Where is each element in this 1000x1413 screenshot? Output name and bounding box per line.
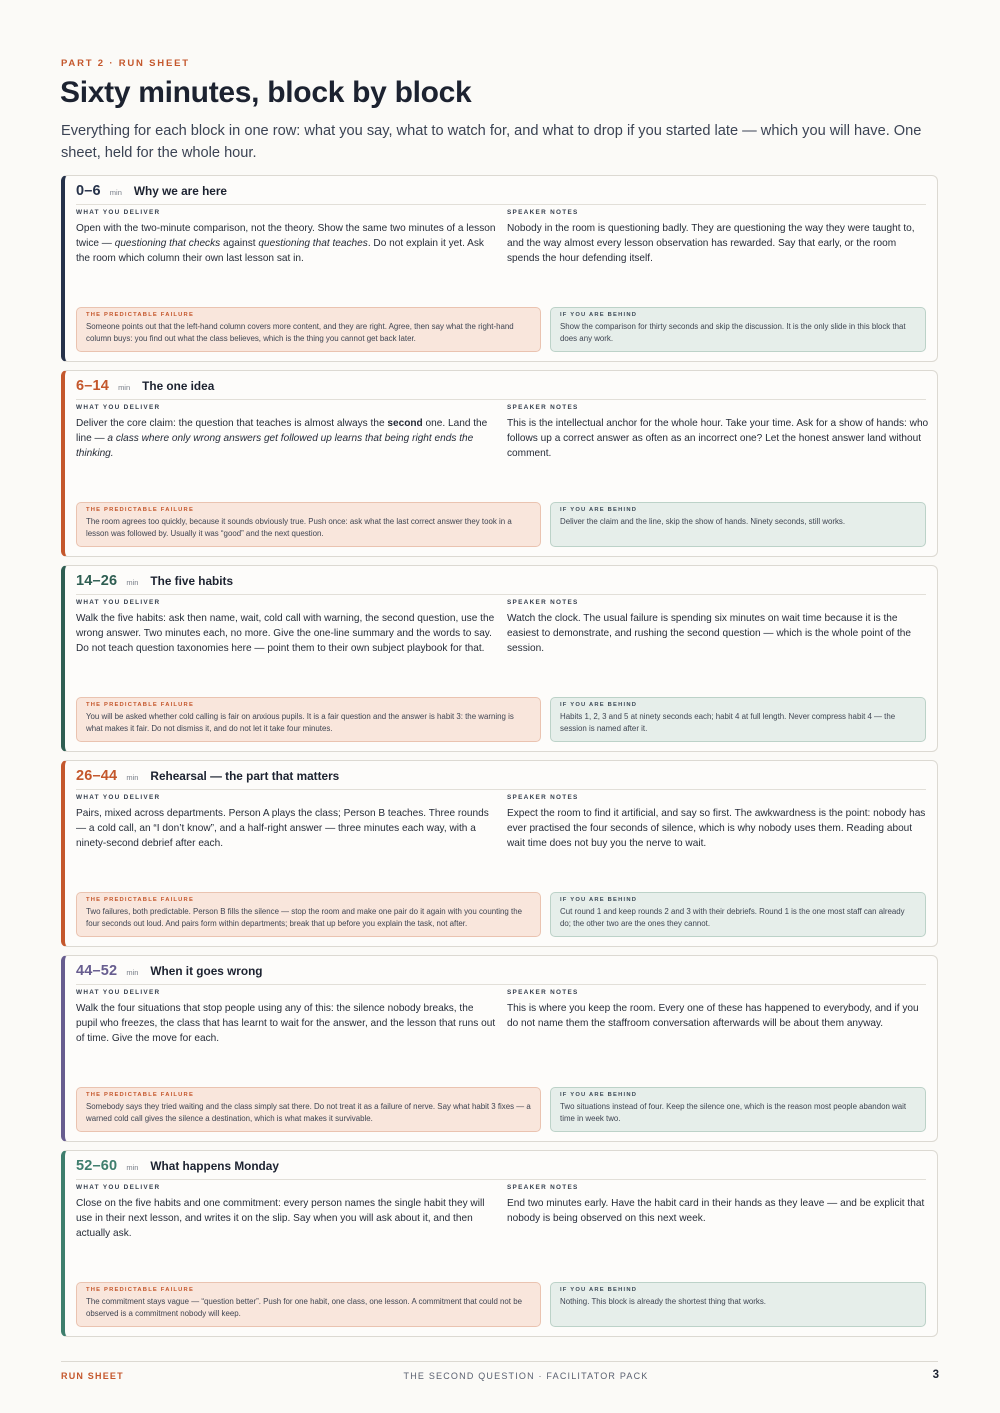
block-min-unit: min — [126, 968, 139, 977]
notes-text: Nobody in the room is questioning badly. They are questioning the way they were taught to, and the way almost every lesson observation has rewarded. Say that early, or the room spends the hour defending itself. — [507, 223, 915, 264]
block-header — [76, 963, 263, 979]
deliver-column — [76, 404, 496, 461]
predictable-failure-box — [76, 1087, 541, 1132]
if-behind-box — [550, 502, 926, 547]
deliver-label: WHAT YOU DELIVER — [76, 209, 161, 216]
deliver-label: WHAT YOU DELIVER — [76, 599, 161, 606]
block-divider — [76, 1179, 926, 1180]
failure-text: The commitment stays vague — “question better”. Push for one habit, one class, one lesson. A commitment that could not be observed is a commitment nobody will keep. — [86, 1297, 522, 1318]
block-title: When it goes wrong — [150, 964, 263, 978]
block-time-range: 52–60 — [76, 1158, 118, 1174]
behind-text: Nothing. This block is already the shortest thing that works. — [560, 1297, 766, 1306]
page-lede: Everything for each block in one row: what you say, what to watch for, and what to drop if you started late — which you will have. One sheet, held for the whole hour. — [61, 123, 922, 161]
block-title: What happens Monday — [150, 1159, 279, 1173]
deliver-text: Walk the five habits: ask then name, wait, cold call with warning, the second question, use the wrong answer. Two minutes each, no more. Give the one-line summary and the words to say. Do not teach question taxonomies here — point them to their own subject playbook for that. — [76, 613, 495, 654]
section-eyebrow: PART 2 · RUN SHEET — [61, 58, 190, 69]
notes-text: This is the intellectual anchor for the whole hour. Take your time. Ask for a show of hands: who follows up a correct answer as often as an incorrect one? Let the honest answer land without comment. — [507, 418, 929, 459]
block-divider — [76, 399, 926, 400]
failure-label: THE PREDICTABLE FAILURE — [86, 897, 195, 903]
block-title: The five habits — [150, 574, 234, 588]
notes-text: Watch the clock. The usual failure is spending six minutes on wait time because it is the easiest to demonstrate, and rushing the second question — which is the whole point of the session. — [507, 613, 911, 654]
failure-label: THE PREDICTABLE FAILURE — [86, 312, 195, 318]
if-behind-box — [550, 307, 926, 352]
footer-section: RUN SHEET — [61, 1371, 124, 1381]
deliver-text: Close on the five habits and one commitment: every person names the single habit they will use in their next lesson, and writes it on the slip. Say when you will ask about it, and then actually ask. — [76, 1198, 485, 1239]
block-card — [61, 760, 938, 947]
behind-label: IF YOU ARE BEHIND — [560, 702, 638, 708]
block-title: The one idea — [142, 379, 215, 393]
deliver-column — [76, 209, 496, 266]
deliver-column — [76, 794, 496, 851]
block-divider — [76, 594, 926, 595]
behind-text: Two situations instead of four. Keep the silence one, which is the reason most people abandon wait time in week two. — [560, 1102, 907, 1123]
predictable-failure-box — [76, 502, 541, 547]
if-behind-box — [550, 697, 926, 742]
behind-text: Show the comparison for thirty seconds and skip the discussion. It is the only slide in this block that does any work. — [560, 322, 906, 343]
behind-label: IF YOU ARE BEHIND — [560, 1092, 638, 1098]
behind-label: IF YOU ARE BEHIND — [560, 312, 638, 318]
block-min-unit: min — [126, 578, 139, 587]
block-title: Why we are here — [133, 184, 227, 198]
block-min-unit: min — [126, 773, 139, 782]
failure-text: Someone points out that the left-hand column covers more content, and they are right. Agree, then say what the right-hand column buys: you find out what the class believes, which is the thing you cannot get back later. — [86, 322, 514, 343]
failure-label: THE PREDICTABLE FAILURE — [86, 702, 195, 708]
deliver-column — [76, 599, 496, 656]
block-time-range: 6–14 — [76, 378, 110, 394]
if-behind-box — [550, 1087, 926, 1132]
page-title: Sixty minutes, block by block — [60, 76, 472, 109]
block-header — [76, 1158, 279, 1174]
notes-text: Expect the room to find it artificial, and say so first. The awkwardness is the point: nobody has ever practised the four seconds of silence, which is why nobody uses them. Reading about wait time does not buy you the nerve to wait. — [507, 808, 926, 849]
notes-column — [507, 599, 929, 656]
if-behind-box — [550, 892, 926, 937]
block-min-unit: min — [118, 383, 131, 392]
notes-column — [507, 1184, 929, 1226]
block-divider — [76, 984, 926, 985]
notes-text: End two minutes early. Have the habit card in their hands as they leave — and be explicit that nobody is being observed on this next week. — [507, 1198, 925, 1224]
deliver-text: Deliver the core claim: the question that teaches is almost always the second one. Land the line — a class where only wrong answers get followed up learns that being right ends the thinking. — [76, 418, 488, 459]
failure-text: Two failures, both predictable. Person B fills the silence — stop the room and make one pair do it again with you counting the four seconds out loud. And pairs form within departments; break that up before you explain the task, not after. — [86, 907, 522, 928]
block-divider — [76, 204, 926, 205]
block-card — [61, 955, 938, 1142]
predictable-failure-box — [76, 697, 541, 742]
deliver-text: Pairs, mixed across departments. Person A plays the class; Person B teaches. Three rounds — a cold call, an “I don’t know”, and a half-right answer — three minutes each way, with a ninety-second debrief after each. — [76, 808, 489, 849]
deliver-label: WHAT YOU DELIVER — [76, 794, 161, 801]
predictable-failure-box — [76, 307, 541, 352]
deliver-text: Walk the four situations that stop people using any of this: the silence nobody breaks, the pupil who freezes, the class that has learnt to wait for the answer, and the lesson that runs out of time. Give the move for each. — [76, 1003, 496, 1044]
failure-text: You will be asked whether cold calling is fair on anxious pupils. It is a fair question and the answer is habit 3: the warning is what makes it fair. Do not dismiss it, and do not let it take four minutes. — [86, 712, 514, 733]
failure-text: The room agrees too quickly, because it sounds obviously true. Push once: ask what the last correct answer they took in a lesson was followed by. Usually it was “good” and the next question. — [86, 517, 512, 538]
behind-label: IF YOU ARE BEHIND — [560, 897, 638, 903]
block-time-range: 26–44 — [76, 768, 118, 784]
predictable-failure-box — [76, 1282, 541, 1327]
block-header — [76, 183, 227, 199]
footer-pack-title: THE SECOND QUESTION · FACILITATOR PACK — [403, 1371, 649, 1381]
notes-column — [507, 794, 929, 851]
behind-text: Habits 1, 2, 3 and 5 at ninety seconds each; habit 4 at full length. Never compress habit 4 — the session is named after it. — [560, 712, 896, 733]
block-time-range: 14–26 — [76, 573, 118, 589]
deliver-text: Open with the two-minute comparison, not the theory. Show the same two minutes of a lesson twice — questioning that checks against questioning that teaches. Do not explain it yet. Ask the room which column their own last lesson sat in. — [76, 223, 496, 264]
notes-label: SPEAKER NOTES — [507, 404, 579, 411]
deliver-label: WHAT YOU DELIVER — [76, 1184, 161, 1191]
behind-label: IF YOU ARE BEHIND — [560, 1287, 638, 1293]
notes-text: This is where you keep the room. Every one of these has happened to everybody, and if you do not name them the staffroom conversation afterwards will be about them anyway. — [507, 1003, 919, 1029]
notes-column — [507, 404, 929, 461]
failure-label: THE PREDICTABLE FAILURE — [86, 1092, 195, 1098]
failure-text: Somebody says they tried waiting and the class simply sat there. Do not treat it as a failure of nerve. Say what habit 3 fixes — a warned cold call gives the silence a destination, which is what makes it survivable. — [86, 1102, 531, 1123]
notes-label: SPEAKER NOTES — [507, 599, 579, 606]
failure-label: THE PREDICTABLE FAILURE — [86, 507, 195, 513]
footer-divider — [61, 1361, 938, 1362]
block-card — [61, 1150, 938, 1337]
failure-label: THE PREDICTABLE FAILURE — [86, 1287, 195, 1293]
block-min-unit: min — [109, 188, 122, 197]
page-number: 3 — [932, 1369, 939, 1381]
behind-label: IF YOU ARE BEHIND — [560, 507, 638, 513]
block-card — [61, 565, 938, 752]
notes-label: SPEAKER NOTES — [507, 794, 579, 801]
deliver-label: WHAT YOU DELIVER — [76, 404, 161, 411]
predictable-failure-box — [76, 892, 541, 937]
block-title: Rehearsal — the part that matters — [150, 769, 340, 783]
block-header — [76, 768, 339, 784]
notes-column — [507, 209, 929, 266]
block-card — [61, 370, 938, 557]
block-header — [76, 573, 233, 589]
notes-label: SPEAKER NOTES — [507, 209, 579, 216]
block-time-range: 44–52 — [76, 963, 118, 979]
notes-column — [507, 989, 929, 1031]
deliver-column — [76, 1184, 496, 1241]
block-card — [61, 175, 938, 362]
notes-label: SPEAKER NOTES — [507, 989, 579, 996]
block-min-unit: min — [126, 1163, 139, 1172]
behind-text: Cut round 1 and keep rounds 2 and 3 with their debriefs. Round 1 is the one most staff can already do; the other two are the ones they cannot. — [560, 907, 905, 928]
notes-label: SPEAKER NOTES — [507, 1184, 579, 1191]
block-divider — [76, 789, 926, 790]
if-behind-box — [550, 1282, 926, 1327]
deliver-label: WHAT YOU DELIVER — [76, 989, 161, 996]
block-time-range: 0–6 — [76, 183, 101, 199]
deliver-column — [76, 989, 496, 1046]
behind-text: Deliver the claim and the line, skip the show of hands. Ninety seconds, still works. — [560, 517, 846, 526]
block-header — [76, 378, 214, 394]
